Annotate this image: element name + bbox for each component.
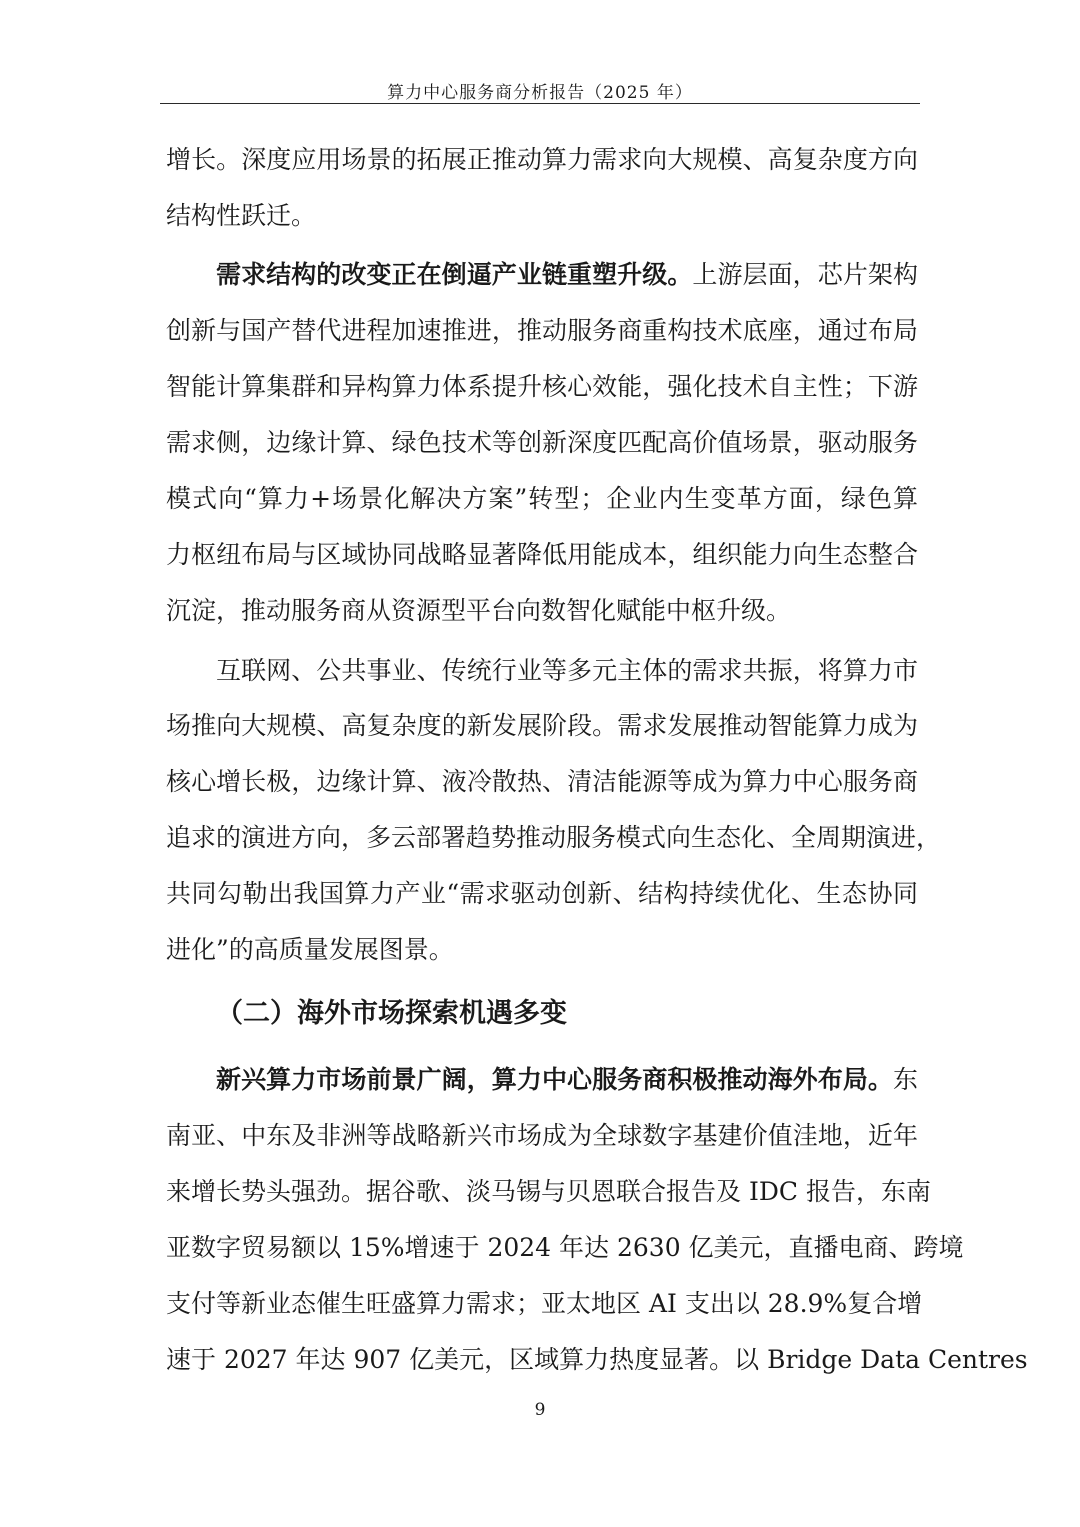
text-line: 智能计算集群和异构算力体系提升核心效能，强化技术自主性；下游 (166, 372, 918, 401)
paragraph-lead-line (216, 255, 918, 295)
text-line: 亚数字贸易额以 15%增速于 2024 年达 2630 亿美元，直播电商、跨境 (166, 1233, 964, 1262)
text-line: 场推向大规模、高复杂度的新发展阶段。需求发展推动智能算力成为 (166, 711, 918, 740)
text-line: 速于 2027 年达 907 亿美元，区域算力热度显著。以 Bridge Data Centres (166, 1345, 1028, 1374)
text-line: 需求侧，边缘计算、绿色技术等创新深度匹配高价值场景，驱动服务 (166, 428, 918, 457)
text-line: 力枢纽布局与区域协同战略显著降低用能成本，组织能力向生态整合 (166, 540, 918, 569)
paragraph-lead-bold: 需求结构的改变正在倒逼产业链重塑升级。 (216, 260, 693, 289)
text-line: 进化”的高质量发展图景。 (166, 935, 454, 964)
paragraph-lead-rest: 上游层面，芯片架构 (692, 260, 918, 289)
text-line: 核心增长极，边缘计算、液冷散热、清洁能源等成为算力中心服务商 (166, 767, 918, 796)
text-line: 互联网、公共事业、传统行业等多元主体的需求共振，将算力市 (216, 656, 918, 685)
text-line: 创新与国产替代进程加速推进，推动服务商重构技术底座，通过布局 (166, 316, 918, 345)
text-line: 增长。深度应用场景的拓展正推动算力需求向大规模、高复杂度方向 (166, 145, 918, 174)
running-header: 算力中心服务商分析报告（2025 年） (387, 83, 693, 103)
paragraph-lead-rest: 东 (892, 1065, 918, 1094)
page-number: 9 (534, 1400, 546, 1420)
paragraph-lead-bold: 新兴算力市场前景广阔，算力中心服务商积极推动海外布局。 (216, 1065, 893, 1094)
text-line: 沉淀，推动服务商从资源型平台向数智化赋能中枢升级。 (166, 596, 792, 625)
text-line: 追求的演进方向，多云部署趋势推动服务模式向生态化、全周期演进， (166, 823, 942, 852)
text-line: 结构性跃迁。 (166, 201, 317, 230)
header-divider (160, 103, 920, 104)
text-line: 模式向“算力+场景化解决方案”转型；企业内生变革方面，绿色算 (166, 484, 918, 513)
section-heading: （二）海外市场探索机遇多变 (216, 998, 567, 1029)
text-line: 来增长势头强劲。据谷歌、淡马锡与贝恩联合报告及 IDC 报告，东南 (166, 1177, 931, 1206)
text-line: 南亚、中东及非洲等战略新兴市场成为全球数字基建价值洼地，近年 (166, 1121, 918, 1150)
text-line: 共同勾勒出我国算力产业“需求驱动创新、结构持续优化、生态协同 (166, 879, 918, 908)
paragraph-lead-line (216, 1060, 918, 1100)
text-line: 支付等新业态催生旺盛算力需求；亚太地区 AI 支出以 28.9%复合增 (166, 1289, 923, 1318)
